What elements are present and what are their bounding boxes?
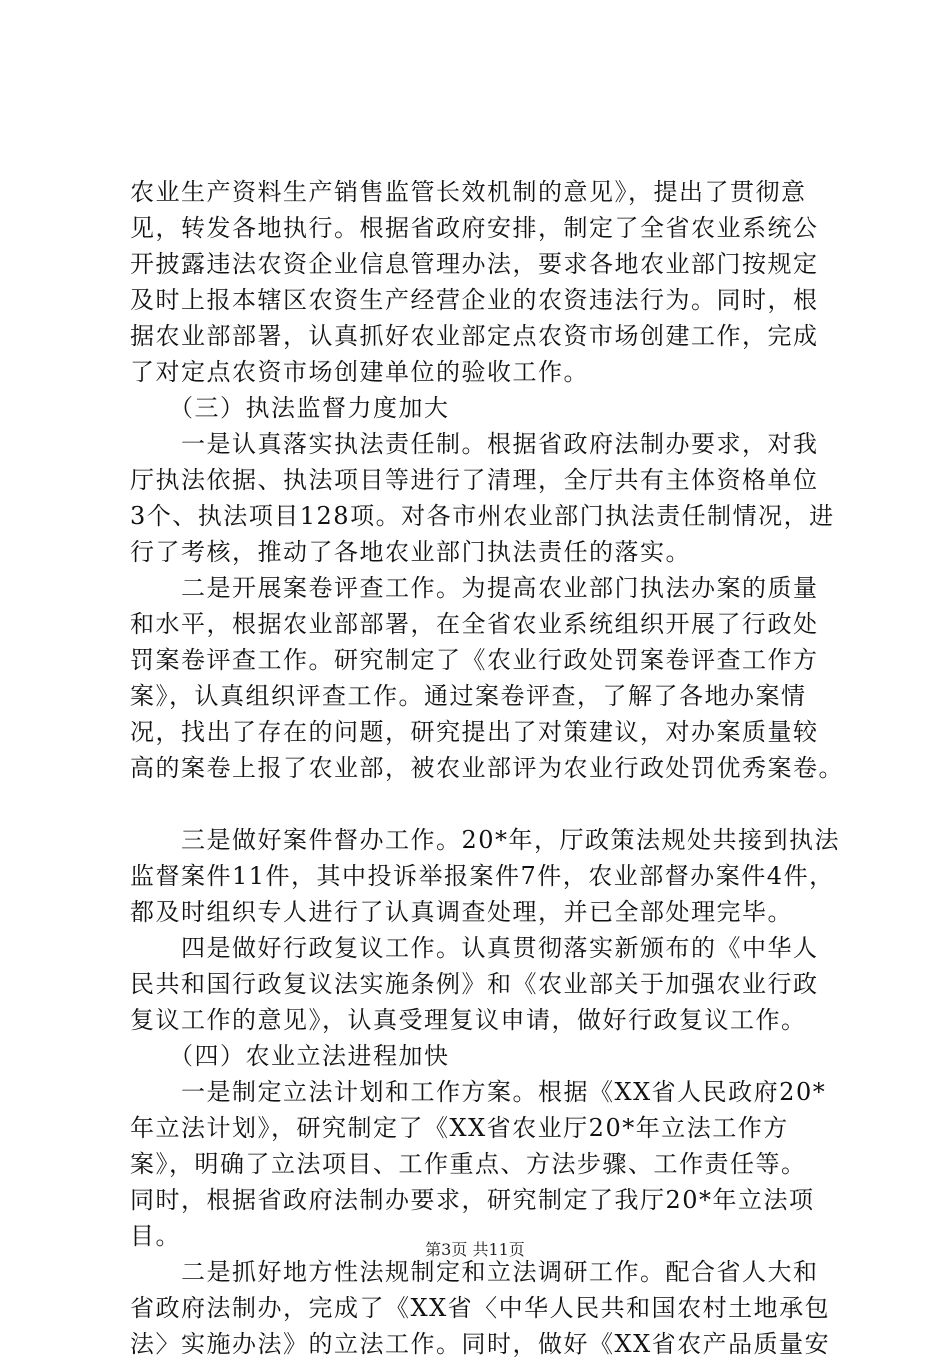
text-line: 三是做好案件督办工作。20*年，厅政策法规处共接到执法 — [130, 826, 841, 854]
text-line: 案》，明确了立法项目、工作重点、方法步骤、工作责任等。 — [130, 1150, 807, 1178]
text-line: 况，找出了存在的问题，研究提出了对策建议，对办案质量较 — [130, 718, 819, 746]
text-line: 年立法计划》，研究制定了《XX省农业厅20*年立法工作方 — [130, 1114, 789, 1142]
text-line: 了对定点农资市场创建单位的验收工作。 — [130, 358, 589, 386]
text-line: 监督案件11件，其中投诉举报案件7件，农业部督办案件4件， — [130, 862, 835, 890]
text-line: 省政府法制办，完成了《XX省〈中华人民共和国农村土地承包 — [130, 1294, 831, 1322]
text-line: 复议工作的意见》，认真受理复议申请，做好行政复议工作。 — [130, 1006, 807, 1034]
text-line: 据农业部部署，认真抓好农业部定点农资市场创建工作，完成 — [130, 322, 819, 350]
document-body — [130, 174, 844, 1362]
text-line: 二是开展案卷评查工作。为提高农业部门执法办案的质量 — [130, 574, 819, 602]
paragraph-gap — [130, 786, 830, 822]
text-line: 及时上报本辖区农资生产经营企业的农资违法行为。同时，根 — [130, 286, 819, 314]
text-line: 农业生产资料生产销售监管长效机制的意见》，提出了贯彻意 — [130, 178, 807, 206]
text-line: 都及时组织专人进行了认真调查处理，并已全部处理完毕。 — [130, 898, 793, 926]
text-line: 一是认真落实执法责任制。根据省政府法制办要求，对我 — [130, 430, 819, 458]
text-line: 同时，根据省政府法制办要求，研究制定了我厅20*年立法项 — [130, 1186, 815, 1214]
page-footer: 第3页 共11页 — [425, 1240, 525, 1259]
text-line: 二是抓好地方性法规制定和立法调研工作。配合省人大和 — [130, 1258, 819, 1286]
text-line: 民共和国行政复议法实施条例》和《农业部关于加强农业行政 — [130, 970, 819, 998]
text-line: 目。 — [130, 1222, 181, 1250]
text-line: 见，转发各地执行。根据省政府安排，制定了全省农业系统公 — [130, 214, 819, 242]
text-line: 和水平，根据农业部部署，在全省农业系统组织开展了行政处 — [130, 610, 819, 638]
text-line: （三）执法监督力度加大 — [130, 394, 450, 422]
text-line: 行了考核，推动了各地农业部门执法责任的落实。 — [130, 538, 691, 566]
text-line: 厅执法依据、执法项目等进行了清理，全厅共有主体资格单位 — [130, 466, 819, 494]
text-line: 3个、执法项目128项。对各市州农业部门执法责任制情况，进 — [130, 502, 835, 530]
text-line: 案》，认真组织评查工作。通过案卷评查，了解了各地办案情 — [130, 682, 807, 710]
text-line: 开披露违法农资企业信息管理办法，要求各地农业部门按规定 — [130, 250, 819, 278]
text-line: 法〉实施办法》的立法工作。同时，做好《XX省农产品质量安 — [130, 1330, 831, 1358]
text-line: 一是制定立法计划和工作方案。根据《XX省人民政府20* — [130, 1078, 827, 1106]
text-line: （四）农业立法进程加快 — [130, 1042, 450, 1070]
text-line: 四是做好行政复议工作。认真贯彻落实新颁布的《中华人 — [130, 934, 819, 962]
text-line: 高的案卷上报了农业部，被农业部评为农业行政处罚优秀案卷。 — [130, 754, 844, 782]
text-line: 罚案卷评查工作。研究制定了《农业行政处罚案卷评查工作方 — [130, 646, 819, 674]
